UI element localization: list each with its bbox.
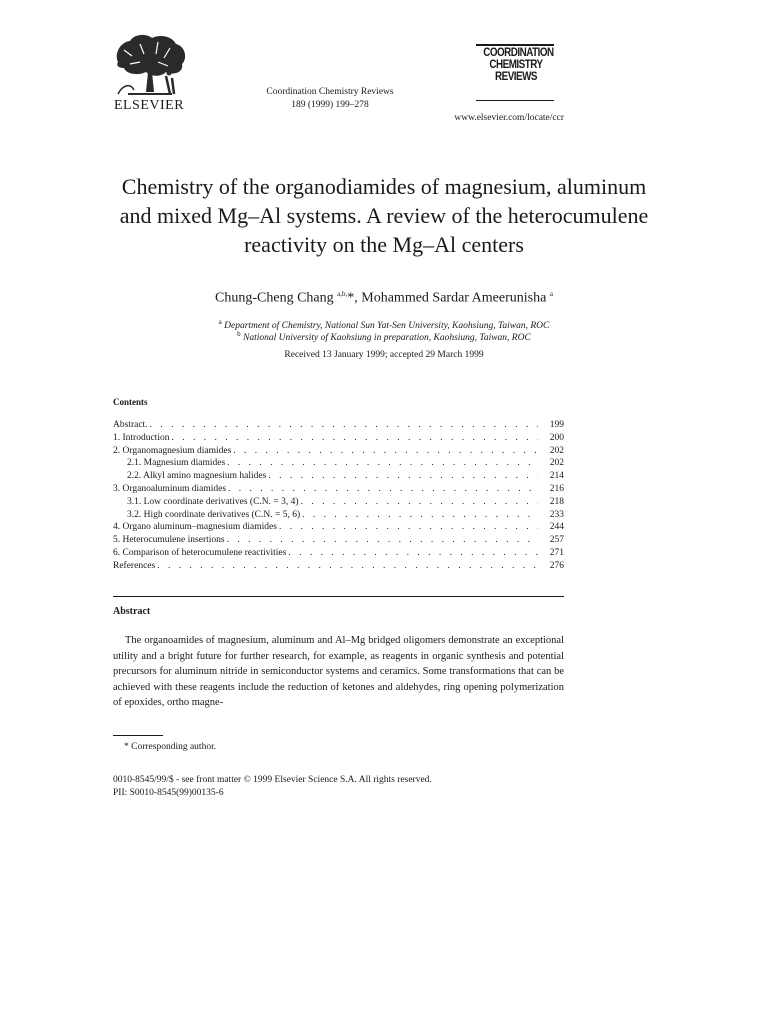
author-name: Mohammed Sardar Ameerunisha xyxy=(361,290,547,306)
pii-line: PII: S0010-8545(99)00135-6 xyxy=(113,788,224,798)
toc-leader xyxy=(171,433,538,443)
abstract-body: The organoamides of magnesium, aluminum and Al–Mg bridged oligomers demonstrate an exceptional utility and a bright future for further research, for example, as reagents in organic synthesis and potential precursors for aluminum nitride in semiconductor systems and ceramics. Some transformations that can be achieved with these reagents include the reduction of ketones and aldehydes, ring opening polymerization of epoxides, ortho magne- xyxy=(113,635,564,708)
toc-label: 3. Organoaluminum diamides xyxy=(113,483,227,494)
toc-leader xyxy=(268,471,538,481)
toc-label: 1. Introduction xyxy=(113,432,170,443)
contents-heading: Contents xyxy=(113,397,148,407)
toc-leader xyxy=(150,420,538,430)
toc-label: 3.1. Low coordinate derivatives (C.N. = 3, 4) xyxy=(127,496,299,507)
toc-entry[interactable] xyxy=(113,510,564,523)
author-separator: , xyxy=(354,290,362,306)
toc-page: 216 xyxy=(549,483,564,494)
toc-entry[interactable] xyxy=(113,548,564,561)
toc-page: 202 xyxy=(549,458,564,469)
affiliation-text: National University of Kaohsiung in preparation, Kaohsiung, Taiwan, ROC xyxy=(243,333,531,344)
toc-leader xyxy=(157,561,538,571)
journal-logo-rule xyxy=(476,100,554,101)
journal-info xyxy=(230,86,430,112)
toc-entry[interactable] xyxy=(113,420,564,433)
toc-label: 2. Organomagnesium diamides xyxy=(113,445,232,456)
toc-label: 5. Heterocumulene insertions xyxy=(113,535,225,546)
toc-page: 276 xyxy=(549,560,564,571)
article-title: Chemistry of the organodiamides of magnesium, aluminum and mixed Mg–Al systems. A review of the heterocumulene reactivity on the Mg–Al centers xyxy=(119,174,649,257)
toc-entry[interactable] xyxy=(113,433,564,446)
affiliation-b xyxy=(112,330,656,343)
toc-leader xyxy=(227,535,538,545)
toc-label: 2.2. Alkyl amino magnesium halides xyxy=(127,471,267,482)
footnote-mark: * xyxy=(124,742,129,752)
toc-entry[interactable] xyxy=(113,471,564,484)
toc-leader xyxy=(228,484,538,494)
affiliation-mark: b xyxy=(237,330,241,338)
toc-page: 214 xyxy=(549,471,564,482)
footnote-rule xyxy=(113,735,163,736)
toc-entry[interactable] xyxy=(113,446,564,459)
footnote xyxy=(124,742,216,752)
toc-entry[interactable] xyxy=(113,561,564,574)
publisher-name: ELSEVIER xyxy=(113,98,185,113)
affiliation-marks: a xyxy=(549,290,553,298)
journal-name: Coordination Chemistry Reviews xyxy=(266,87,394,97)
toc-label: References xyxy=(113,560,156,571)
abstract-heading: Abstract xyxy=(113,606,151,617)
toc-label: 3.2. High coordinate derivatives (C.N. = 5, 6) xyxy=(127,509,301,520)
toc-leader xyxy=(227,458,538,468)
footnote-text: Corresponding author. xyxy=(128,742,217,752)
journal-logo-line: CHEMISTRY xyxy=(489,57,543,71)
affiliation-marks: a,b, xyxy=(337,290,348,298)
toc-page: 218 xyxy=(549,496,564,507)
toc-label: Abstract. xyxy=(113,420,148,430)
toc-page: 233 xyxy=(549,509,564,520)
author-list xyxy=(112,290,656,307)
abstract-text xyxy=(113,633,564,711)
journal-logo-line: COORDINATION xyxy=(483,45,554,59)
elsevier-tree-logo xyxy=(110,32,190,98)
journal-logo-line: REVIEWS xyxy=(495,69,537,83)
toc-label: 4. Organo aluminum–magnesium diamides xyxy=(113,522,277,533)
toc-page: 202 xyxy=(549,445,564,456)
affiliation-text: Department of Chemistry, National Sun Yat-Sen University, Kaohsiung, Taiwan, ROC xyxy=(224,321,550,332)
journal-citation: 189 (1999) 199–278 xyxy=(291,100,369,110)
corresponding-star[interactable]: * xyxy=(347,290,355,306)
journal-url[interactable]: www.elsevier.com/locate/ccr xyxy=(454,113,564,123)
toc-label: 6. Comparison of heterocumulene reactivities xyxy=(113,547,287,558)
toc-page: 271 xyxy=(549,547,564,558)
toc-leader xyxy=(301,497,538,507)
toc-entry[interactable] xyxy=(113,458,564,471)
toc-page: 199 xyxy=(549,420,564,430)
copyright-line: 0010-8545/99/$ - see front matter © 1999 Elsevier Science S.A. All rights reserved. xyxy=(113,775,432,785)
section-divider xyxy=(113,596,564,597)
toc-leader xyxy=(233,446,538,456)
toc-leader xyxy=(288,548,538,558)
table-of-contents xyxy=(113,420,564,574)
toc-leader xyxy=(279,522,538,532)
toc-page: 257 xyxy=(549,535,564,546)
toc-entry[interactable] xyxy=(113,497,564,510)
toc-entry[interactable] xyxy=(113,535,564,548)
affiliation-mark: a xyxy=(218,318,222,326)
received-dates: Received 13 January 1999; accepted 29 March 1999 xyxy=(284,350,484,360)
toc-entry[interactable] xyxy=(113,522,564,535)
author-name: Chung-Cheng Chang xyxy=(215,290,334,306)
toc-label: 2.1. Magnesium diamides xyxy=(127,458,226,469)
toc-page: 200 xyxy=(549,432,564,443)
toc-page: 244 xyxy=(549,522,564,533)
toc-leader xyxy=(302,510,538,520)
toc-entry[interactable] xyxy=(113,484,564,497)
journal-logo xyxy=(483,45,554,83)
